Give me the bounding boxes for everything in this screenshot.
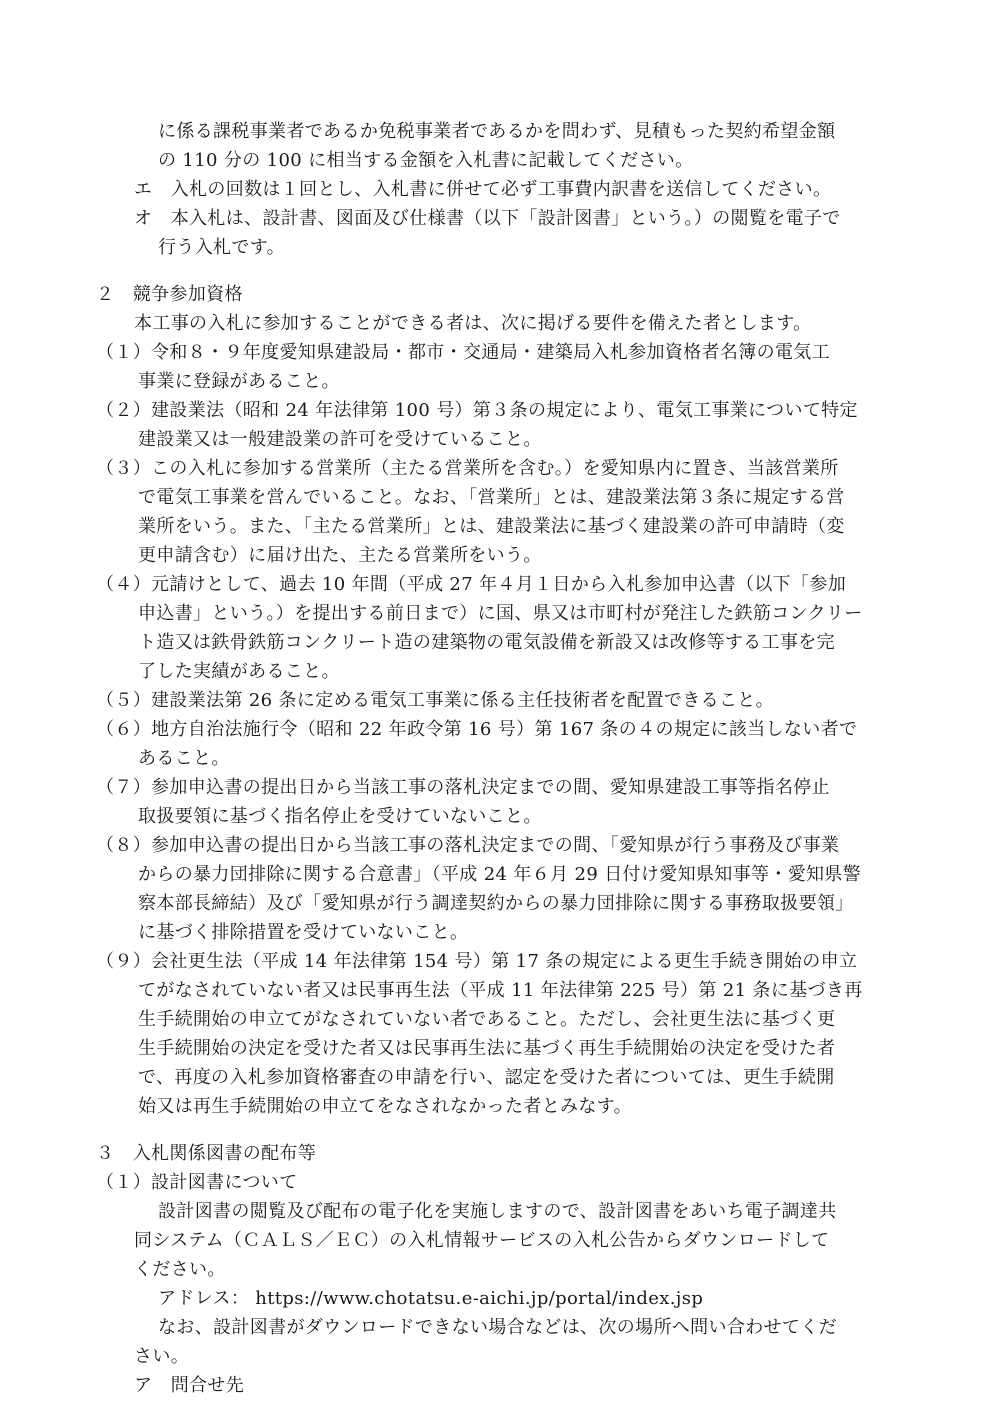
section-heading: ３ 入札関係図書の配布等 bbox=[96, 1143, 317, 1164]
item-e: エ 入札の回数は１回とし、入札書に併せて必ず工事費内訳書を送信してください。 bbox=[134, 179, 832, 200]
text-line: の 110 分の 100 に相当する金額を入札書に記載してください。 bbox=[158, 150, 694, 171]
text-line: 生手続開始の決定を受けた者又は民事再生法に基づく再生手続開始の決定を受けた者 bbox=[138, 1038, 836, 1059]
text-line: からの暴力団排除に関する合意書」（平成 24 年６月 29 日付け愛知県知事等・愛知県警 bbox=[138, 864, 862, 885]
text-line: 業所をいう。また、「主たる営業所」とは、建設業法に基づく建設業の許可申請時（変 bbox=[138, 516, 845, 537]
item-o: オ 本入札は、設計書、図面及び仕様書（以下「設計図書」という。）の閲覧を電子で bbox=[134, 208, 841, 229]
subsection-heading: （１）設計図書について bbox=[96, 1172, 298, 1193]
text-line: 行う入札です。 bbox=[158, 237, 286, 258]
text-line: さい。 bbox=[134, 1346, 190, 1367]
list-item: （３）この入札に参加する営業所（主たる営業所を含む。）を愛知県内に置き、当該営業所 bbox=[96, 458, 839, 479]
text-line: 申込書」という。）を提出する前日まで）に国、県又は市町村が発注した鉄筋コンクリー bbox=[138, 603, 863, 624]
address-line: アドレス： https://www.chotatsu.e-aichi.jp/portal/index.jsp bbox=[158, 1288, 704, 1309]
text-line: に係る課税事業者であるか免税事業者であるかを問わず、見積もった契約希望金額 bbox=[158, 121, 836, 142]
text-line: で、再度の入札参加資格審査の申請を行い、認定を受けた者については、更生手続開 bbox=[138, 1067, 835, 1088]
text-line: 事業に登録があること。 bbox=[138, 371, 340, 392]
text-line: 取扱要領に基づく指名停止を受けていないこと。 bbox=[138, 806, 542, 827]
text-line: 察本部長締結）及び「愛知県が行う調達契約からの暴力団排除に関する事務取扱要領」 bbox=[138, 893, 854, 914]
text-line: で電気工事業を営んでいること。なお、「営業所」とは、建設業法第３条に規定する営 bbox=[138, 487, 845, 508]
list-item: （６）地方自治法施行令（昭和 22 年政令第 16 号）第 167 条の４の規定に該当しない者で bbox=[96, 719, 858, 740]
text-line: あること。 bbox=[138, 748, 230, 769]
paragraph-line: なお、設計図書がダウンロードできない場合などは、次の場所へ問い合わせてくだ bbox=[158, 1317, 837, 1338]
text-line: 始又は再生手続開始の申立てをなされなかった者とみなす。 bbox=[138, 1096, 633, 1117]
text-line: に基づく排除措置を受けていないこと。 bbox=[138, 922, 469, 943]
text-line: ください。 bbox=[134, 1259, 226, 1280]
text-line: 更申請含む）に届け出た、主たる営業所をいう。 bbox=[138, 545, 542, 566]
text-line: 同システム（ＣＡＬＳ／ＥＣ）の入札情報サービスの入札公告からダウンロードして bbox=[134, 1230, 830, 1251]
list-item: （４）元請けとして、過去 10 年間（平成 27 年４月１日から入札参加申込書（以下「参加 bbox=[96, 574, 847, 595]
text-line: 生手続開始の申立てがなされていない者であること。ただし、会社更生法に基づく更 bbox=[138, 1009, 836, 1030]
section-intro: 本工事の入札に参加することができる者は、次に掲げる要件を備えた者とします。 bbox=[134, 313, 812, 334]
text-line: 建設業又は一般建設業の許可を受けていること。 bbox=[138, 429, 542, 450]
list-item: （９）会社更生法（平成 14 年法律第 154 号）第 17 条の規定による更生手続き開始の申立 bbox=[96, 951, 858, 972]
text-line: ト造又は鉄骨鉄筋コンクリート造の建築物の電気設備を新設又は改修等する工事を完 bbox=[138, 632, 835, 653]
text-line: 了した実績があること。 bbox=[138, 661, 340, 682]
list-item: （７）参加申込書の提出日から当該工事の落札決定までの間、愛知県建設工事等指名停止 bbox=[96, 777, 830, 798]
list-item: （５）建設業法第 26 条に定める電気工事業に係る主任技術者を配置できること。 bbox=[96, 690, 774, 711]
text-line: てがなされていない者又は民事再生法（平成 11 年法律第 225 号）第 21 条に基づき再 bbox=[138, 980, 863, 1001]
list-item: （２）建設業法（昭和 24 年法律第 100 号）第３条の規定により、電気工事業について特定 bbox=[96, 400, 858, 421]
list-item: ア 問合せ先 bbox=[134, 1375, 245, 1396]
section-heading: ２ 競争参加資格 bbox=[96, 284, 243, 305]
list-item: （１）令和８・９年度愛知県建設局・都市・交通局・建築局入札参加資格者名簿の電気工 bbox=[96, 342, 830, 363]
list-item: （８）参加申込書の提出日から当該工事の落札決定までの間、「愛知県が行う事務及び事業 bbox=[96, 835, 840, 856]
paragraph-line: 設計図書の閲覧及び配布の電子化を実施しますので、設計図書をあいち電子調達共 bbox=[158, 1201, 837, 1222]
